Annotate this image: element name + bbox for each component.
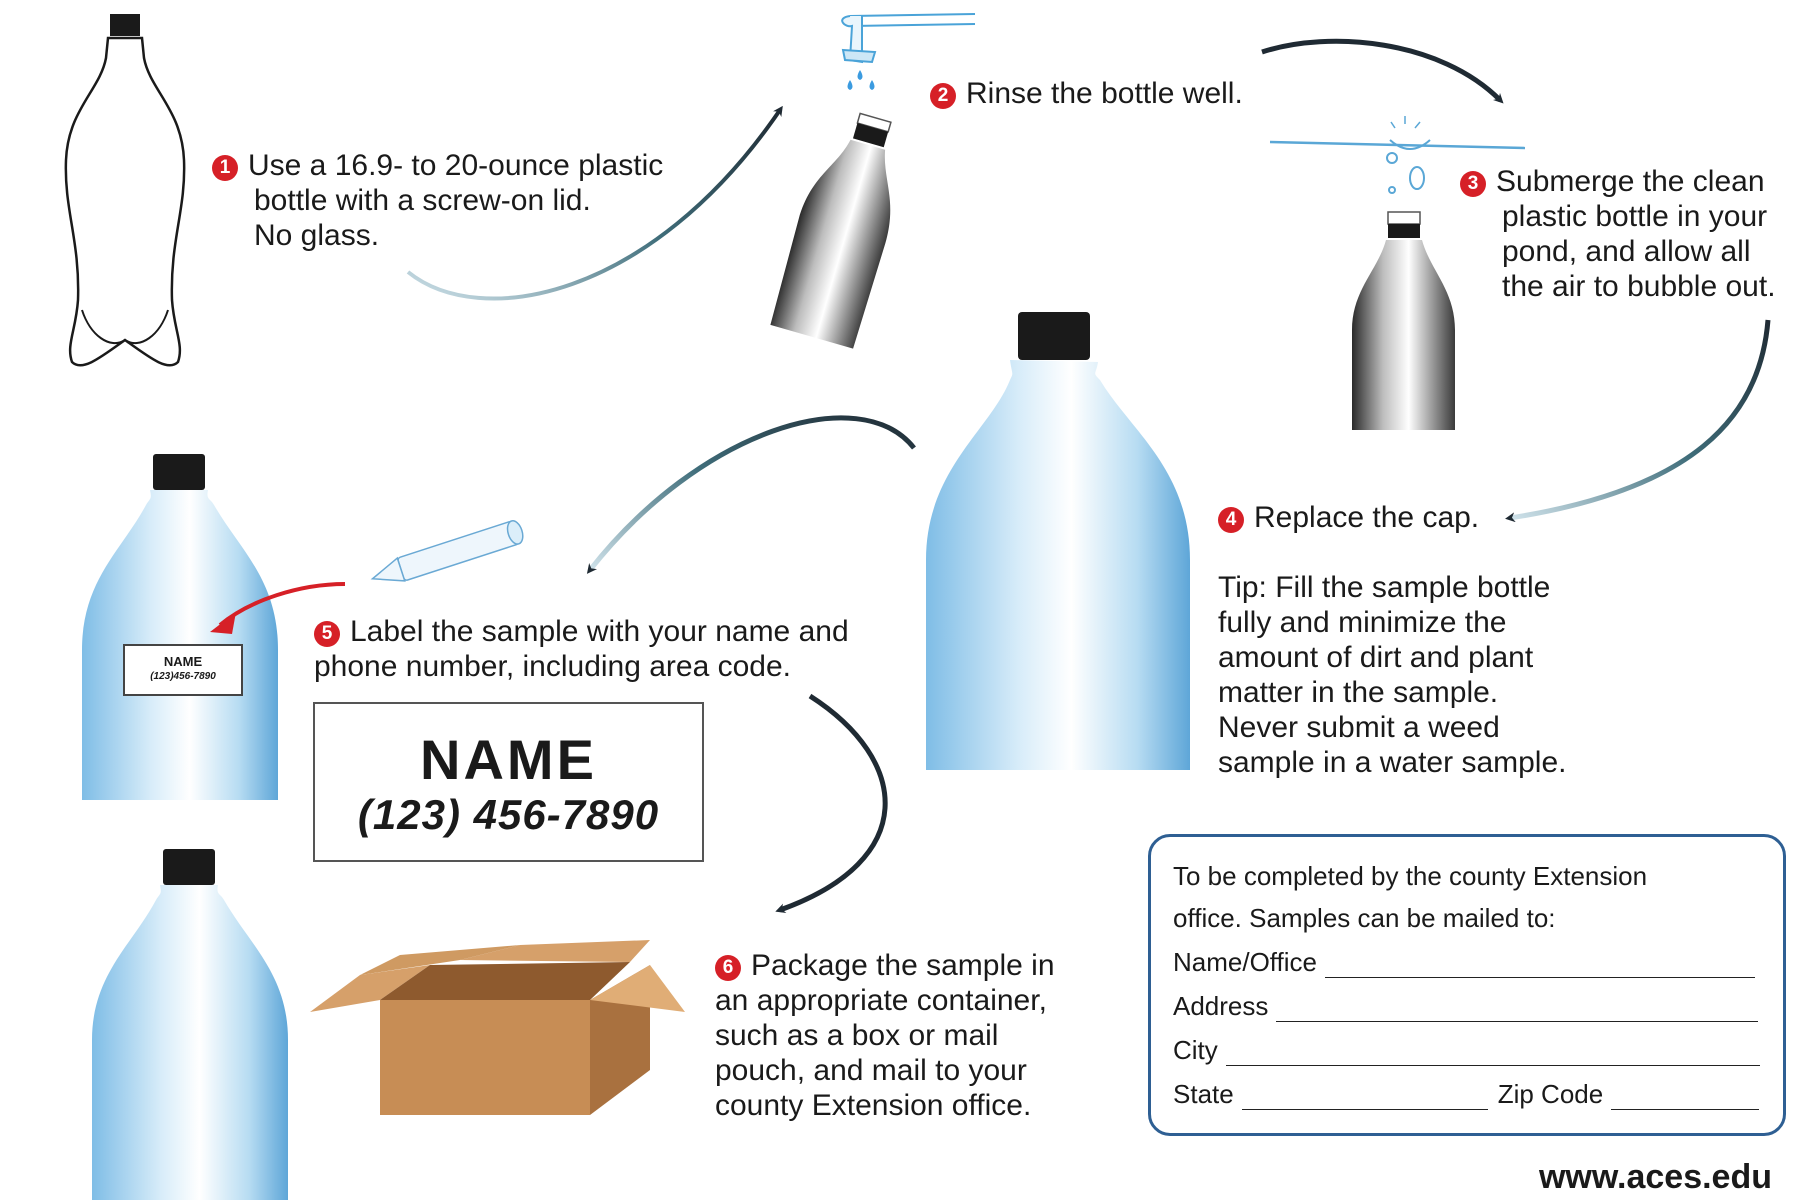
- form-label-state: State: [1173, 1079, 1234, 1109]
- step-6-line-4: pouch, and mail to your: [715, 1054, 1027, 1087]
- form-row-address: [1173, 991, 1758, 1022]
- mini-label-name: NAME: [163, 654, 203, 669]
- water-drops-icon: [848, 70, 875, 90]
- tip-line-2: fully and minimize the: [1218, 606, 1507, 639]
- mini-label-phone: (123)456-7890: [150, 671, 216, 682]
- tip-line-1: Tip: Fill the sample bottle: [1218, 571, 1551, 604]
- sample-label-card: [313, 702, 704, 862]
- step-3-line-4: the air to bubble out.: [1502, 270, 1776, 303]
- arrow-step5-to-6: [780, 696, 885, 910]
- bottle-mini-label: [123, 644, 243, 696]
- step-3-line-2: plastic bottle in your: [1502, 200, 1768, 233]
- step-4-badge: 4: [1218, 507, 1244, 533]
- step-1-text: [212, 148, 663, 253]
- step-6-text: [715, 948, 1055, 1123]
- step-6-line-3: such as a box or mail: [715, 1019, 999, 1052]
- form-label-address: Address: [1173, 991, 1269, 1021]
- arrow-step3-to-4: [1510, 320, 1768, 518]
- address-field[interactable]: [1276, 997, 1758, 1022]
- tip-line-4: matter in the sample.: [1218, 676, 1499, 709]
- tip-line-6: sample in a water sample.: [1218, 746, 1567, 779]
- step-3-text: [1460, 164, 1776, 304]
- tilted-bottle-icon: [768, 105, 917, 349]
- step-5-text: [314, 614, 849, 684]
- step-2-line-1: Rinse the bottle well.: [966, 77, 1243, 110]
- submerged-bottle-icon: [1352, 212, 1455, 430]
- tip-line-5: Never submit a weed: [1218, 711, 1500, 744]
- arrow-step4-to-5: [590, 418, 914, 570]
- step-1-line-2: bottle with a screw-on lid.: [254, 184, 591, 217]
- tip-line-3: amount of dirt and plant: [1218, 641, 1534, 674]
- step-1-line-3: No glass.: [254, 219, 380, 252]
- faucet-icon: [842, 14, 975, 62]
- form-row-state-zip: [1173, 1079, 1759, 1110]
- label-card-phone: (123) 456-7890: [357, 791, 660, 838]
- packaged-bottle-icon: [92, 849, 288, 1200]
- cardboard-box-icon: [310, 940, 685, 1115]
- form-intro-line-2: office. Samples can be mailed to:: [1173, 903, 1556, 933]
- form-row-city: [1173, 1035, 1760, 1066]
- step-6-badge: 6: [715, 955, 741, 981]
- step-5-line-1: Label the sample with your name and: [350, 615, 849, 648]
- large-blue-bottle-icon: [926, 312, 1190, 770]
- step-3-line-3: pond, and allow all: [1502, 235, 1751, 268]
- label-card-name: NAME: [420, 728, 597, 791]
- air-bubbles-icon: [1387, 153, 1424, 193]
- form-label-zip: Zip Code: [1497, 1079, 1604, 1109]
- form-intro-line-1: To be completed by the county Extension: [1173, 861, 1648, 891]
- city-field[interactable]: [1226, 1041, 1760, 1066]
- tip-text: [1218, 570, 1567, 780]
- step-5-line-2: phone number, including area code.: [314, 650, 792, 683]
- step-3-badge: 3: [1460, 171, 1486, 197]
- arrow-step2-to-3: [1262, 41, 1500, 100]
- step-5-badge: 5: [314, 621, 340, 647]
- extension-office-form: [1148, 834, 1786, 1136]
- form-label-city: City: [1173, 1035, 1218, 1065]
- state-field[interactable]: [1242, 1085, 1488, 1110]
- step-6-line-1: Package the sample in: [751, 949, 1055, 982]
- step-6-line-2: an appropriate container,: [715, 984, 1047, 1017]
- step-4-line-1: Replace the cap.: [1254, 501, 1480, 534]
- water-surface-icon: [1270, 116, 1525, 149]
- step-3-line-1: Submerge the clean: [1496, 165, 1765, 198]
- marker-pen-icon: [369, 519, 526, 590]
- step-1-line-1: Use a 16.9- to 20-ounce plastic: [248, 149, 664, 182]
- step-1-badge: 1: [212, 155, 238, 181]
- step-4-text: [1218, 500, 1479, 535]
- step-6-line-5: county Extension office.: [715, 1089, 1032, 1122]
- step-2-badge: 2: [930, 83, 956, 109]
- labeled-bottle-icon: [82, 454, 278, 800]
- step-2-text: [930, 76, 1243, 111]
- form-intro: [1173, 855, 1647, 939]
- bottle-outline-icon: [66, 14, 184, 365]
- form-row-name-office: [1173, 947, 1755, 978]
- name-office-field[interactable]: [1325, 953, 1755, 978]
- zip-code-field[interactable]: [1611, 1085, 1759, 1110]
- footer-url[interactable]: www.aces.edu: [1538, 1158, 1772, 1196]
- form-label-name-office: Name/Office: [1173, 947, 1318, 977]
